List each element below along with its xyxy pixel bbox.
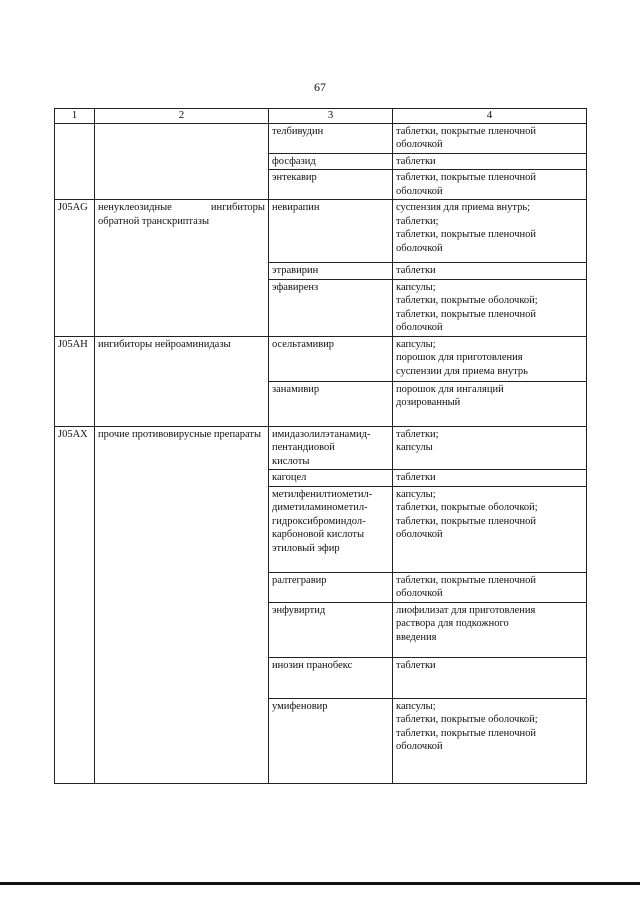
group-cell bbox=[95, 200, 269, 337]
group-cell bbox=[95, 123, 269, 200]
dosage-form-cell bbox=[393, 657, 587, 698]
bottom-rule bbox=[0, 882, 640, 885]
drug-name-cell bbox=[269, 153, 393, 170]
drug-name: этравирин bbox=[272, 265, 319, 276]
atc-code: J05AX bbox=[58, 428, 88, 440]
dosage-form: капсулы; таблетки, покрытые оболочкой; таблетки, покрытые пленочной оболочкой bbox=[396, 281, 538, 333]
dosage-form: капсулы; порошок для приготовления суспензии для приема внутрь bbox=[396, 338, 528, 377]
drug-name-cell bbox=[269, 602, 393, 657]
dosage-form-cell bbox=[393, 381, 587, 426]
atc-code: J05AH bbox=[58, 338, 88, 350]
group-name: ненуклеозидные ингибиторы обратной транскриптазы bbox=[98, 202, 265, 227]
drug-name-cell bbox=[269, 657, 393, 698]
dosage-form-cell bbox=[393, 470, 587, 487]
dosage-form: суспензия для приема внутрь; таблетки; таблетки, покрытые пленочной оболочкой bbox=[396, 202, 537, 254]
dosage-form: таблетки bbox=[396, 265, 436, 276]
drug-name-cell bbox=[269, 486, 393, 572]
group-name: прочие противовирусные препараты bbox=[98, 428, 262, 440]
drug-name: метилфенилтиометил- диметиламинометил- гидроксиброминдол- карбоновой кислоты этиловый эфир bbox=[272, 488, 373, 554]
drug-name: телбивудин bbox=[272, 125, 324, 137]
dosage-form: лиофилизат для приготовления раствора для подкожного введения bbox=[396, 604, 536, 643]
table-row bbox=[55, 123, 587, 153]
drug-name: фосфазид bbox=[272, 155, 316, 167]
atc-code-cell bbox=[55, 426, 95, 783]
drug-name-cell bbox=[269, 381, 393, 426]
drug-name-cell bbox=[269, 170, 393, 200]
atc-code: J05AG bbox=[58, 202, 88, 213]
dosage-form: таблетки bbox=[396, 659, 436, 671]
dosage-form-cell bbox=[393, 263, 587, 280]
drug-name: энфувиртид bbox=[272, 604, 326, 616]
drug-name: энтекавир bbox=[272, 172, 317, 183]
dosage-form-cell bbox=[393, 153, 587, 170]
dosage-form-cell bbox=[393, 698, 587, 783]
dosage-form: таблетки, покрытые пленочной оболочкой bbox=[396, 172, 537, 197]
atc-code-cell bbox=[55, 123, 95, 200]
drug-name-cell bbox=[269, 200, 393, 263]
table-row bbox=[55, 336, 587, 381]
group-cell bbox=[95, 426, 269, 783]
group-cell bbox=[95, 336, 269, 426]
column-header-code: 1 bbox=[55, 109, 95, 124]
header-row bbox=[55, 109, 587, 124]
dosage-form-cell bbox=[393, 200, 587, 263]
dosage-form: капсулы; таблетки, покрытые оболочкой; таблетки, покрытые пленочной оболочкой bbox=[396, 700, 538, 752]
drug-name-cell bbox=[269, 123, 393, 153]
dosage-form-cell bbox=[393, 426, 587, 470]
dosage-form: таблетки bbox=[396, 472, 436, 483]
dosage-form: таблетки, покрытые пленочной оболочкой bbox=[396, 574, 537, 599]
drug-name: занамивир bbox=[272, 383, 320, 395]
drug-name: кагоцел bbox=[272, 472, 307, 483]
drug-name: невирапин bbox=[272, 202, 320, 213]
drug-name: осельтамивир bbox=[272, 338, 335, 350]
drug-name-cell bbox=[269, 279, 393, 336]
atc-code-cell bbox=[55, 336, 95, 426]
drug-name: эфавиренз bbox=[272, 281, 319, 293]
drug-name: имидазолилэтанамид- пентандиовой кислоты bbox=[272, 428, 371, 467]
drug-table bbox=[54, 108, 587, 784]
dosage-form: таблетки bbox=[396, 155, 436, 167]
drug-name: ралтегравир bbox=[272, 574, 327, 586]
dosage-form-cell bbox=[393, 602, 587, 657]
table-row bbox=[55, 200, 587, 263]
dosage-form: капсулы; таблетки, покрытые оболочкой; таблетки, покрытые пленочной оболочкой bbox=[396, 488, 538, 540]
dosage-form: порошок для ингаляций дозированный bbox=[396, 383, 504, 408]
group-name: ингибиторы нейроаминидазы bbox=[98, 338, 231, 350]
drug-name-cell bbox=[269, 698, 393, 783]
dosage-form-cell bbox=[393, 170, 587, 200]
column-header-drug: 3 bbox=[269, 109, 393, 124]
dosage-form-cell bbox=[393, 572, 587, 602]
drug-name-cell bbox=[269, 572, 393, 602]
page-number: 67 bbox=[314, 80, 326, 94]
dosage-form-cell bbox=[393, 336, 587, 381]
atc-code-cell bbox=[55, 200, 95, 337]
drug-name-cell bbox=[269, 470, 393, 487]
drug-name-cell bbox=[269, 426, 393, 470]
dosage-form-cell bbox=[393, 279, 587, 336]
column-header-form: 4 bbox=[393, 109, 587, 124]
dosage-form: таблетки, покрытые пленочной оболочкой bbox=[396, 125, 537, 150]
drug-name: инозин пранобекс bbox=[272, 659, 353, 671]
table-row bbox=[55, 426, 587, 470]
dosage-form-cell bbox=[393, 486, 587, 572]
column-header-group: 2 bbox=[95, 109, 269, 124]
drug-name-cell bbox=[269, 336, 393, 381]
dosage-form-cell bbox=[393, 123, 587, 153]
drug-name-cell bbox=[269, 263, 393, 280]
drug-name: умифеновир bbox=[272, 700, 328, 712]
dosage-form: таблетки; капсулы bbox=[396, 428, 439, 453]
